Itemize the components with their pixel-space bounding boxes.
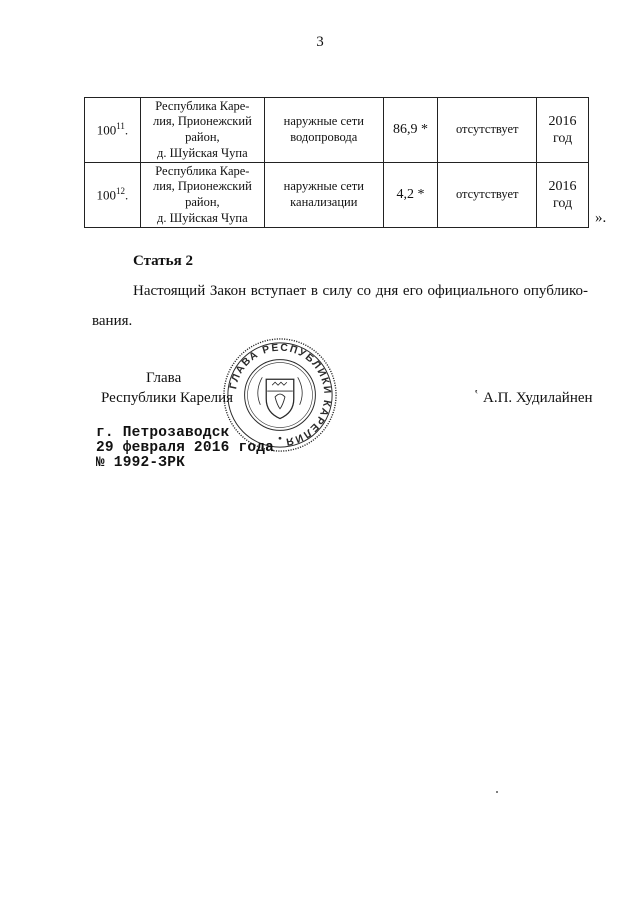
- article-text-line-1: Настоящий Закон вступает в силу со дня его официального опублико-: [133, 283, 588, 299]
- row-place: Республика Каре- лия, Прионежский район, д. Шуйская Чупа: [140, 163, 264, 228]
- official-seal: [221, 336, 339, 454]
- table-row: [85, 163, 589, 228]
- row-year: 2016 год: [537, 98, 589, 163]
- signature-mark: ʽ: [474, 388, 479, 403]
- article-heading: Статья 2: [133, 253, 193, 269]
- row-object: наружные сети водопровода: [264, 98, 383, 163]
- row-condition: отсутствует: [438, 163, 537, 228]
- row-object: наружные сети канализации: [264, 163, 383, 228]
- article-text-line-2: вания.: [92, 313, 133, 329]
- row-condition: отсутствует: [438, 98, 537, 163]
- row-length: 4,2 *: [383, 163, 438, 228]
- row-number: $100^{12}$.: [85, 163, 141, 228]
- footer-date: 29 февраля 2016 года: [96, 440, 275, 456]
- signatory-title-line-1: Глава: [146, 370, 182, 386]
- row-place: Республика Каре- лия, Прионежский район, д. Шуйская Чупа: [140, 98, 264, 163]
- footer-city: г. Петрозаводск: [96, 425, 230, 441]
- signatory-title-line-2: Республики Карелия: [101, 390, 234, 406]
- svg-text:ГЛАВА РЕСПУБЛИКИ КАРЕЛИЯ: ГЛАВА РЕСПУБЛИКИ КАРЕЛИЯ: [228, 342, 333, 448]
- row-number: $100^{11}$.: [85, 98, 141, 163]
- stray-dot: [496, 791, 498, 793]
- row-year: 2016 год: [537, 163, 589, 228]
- table-row: [85, 98, 589, 163]
- page-number: 3: [316, 34, 324, 50]
- closing-quote: ».: [595, 210, 607, 226]
- items-table: [84, 97, 589, 228]
- signatory-name: А.П. Худилайнен: [483, 390, 593, 406]
- footer-law-number: № 1992-ЗРК: [96, 455, 186, 471]
- row-length: 86,9 *: [383, 98, 438, 163]
